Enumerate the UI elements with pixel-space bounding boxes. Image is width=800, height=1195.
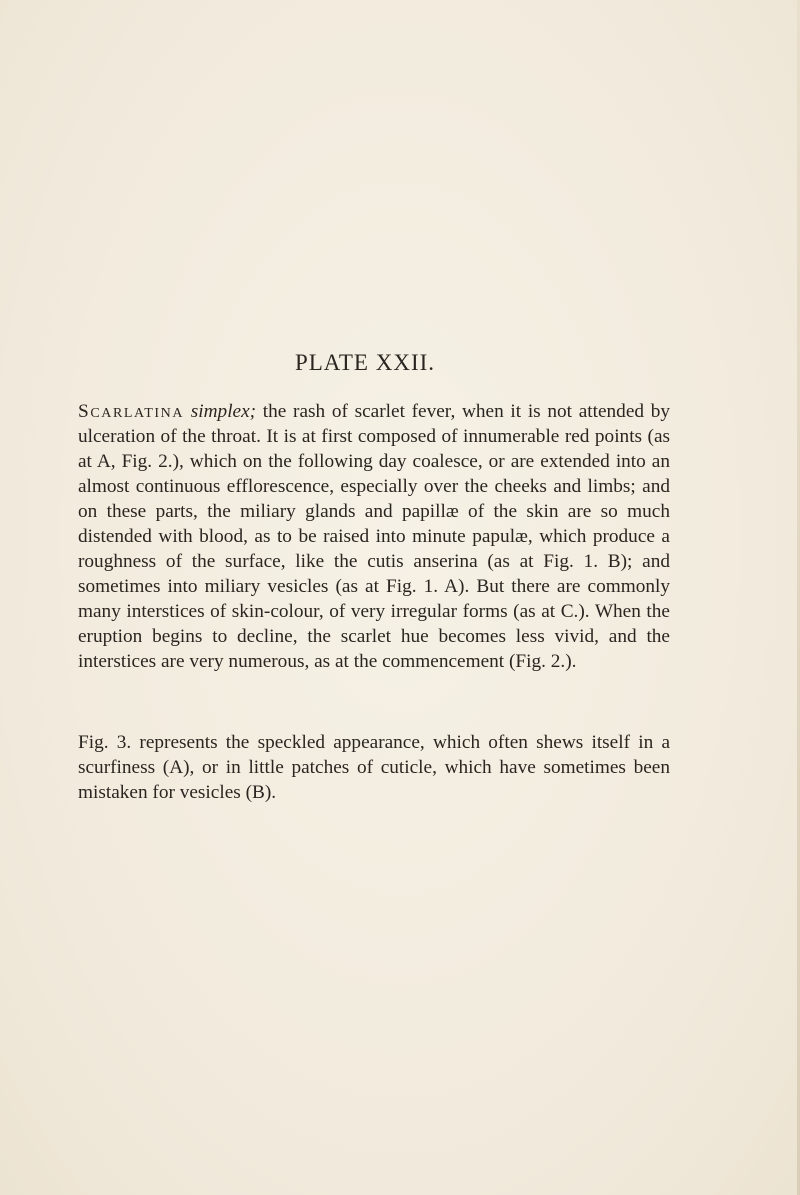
paragraph-scarlatina-text: the rash of scarlet fever, when it is not attended by ulceration of the throat. It is at first composed of innumerable red points (as at A, Fig. 2.), which on the following day coalesce, or are extended into an almost continuous efflorescence, especially over the cheeks and limbs; and on these parts, the miliary glands and papillæ of the skin are so much distended with blood, as to be raised into minute papulæ, which produce a roughness of the surface, like the cutis anserina (as at Fig. 1. B); and sometimes into miliary vesicles (as at Fig. 1. A). But there are commonly many interstices of skin-colour, of very irregular forms (as at C.). When the eruption begins to decline, the scarlet hue becomes less vivid, and the interstices are very numerous, as at the commencement (Fig. 2.). (78, 401, 670, 672)
lead-term: Scarlatina (78, 401, 185, 422)
plate-title: PLATE XXII. (294, 350, 436, 375)
paragraph-fig3-text: Fig. 3. represents the speckled appearance, which often shews itself in a scurfiness (A), or in little patches of cuticle, which have sometimes been mistaken for vesicles (B). (78, 732, 670, 803)
paragraph-scarlatina (78, 399, 670, 674)
paragraph-fig3 (78, 730, 670, 805)
lead-term-italic: simplex; (190, 401, 257, 422)
